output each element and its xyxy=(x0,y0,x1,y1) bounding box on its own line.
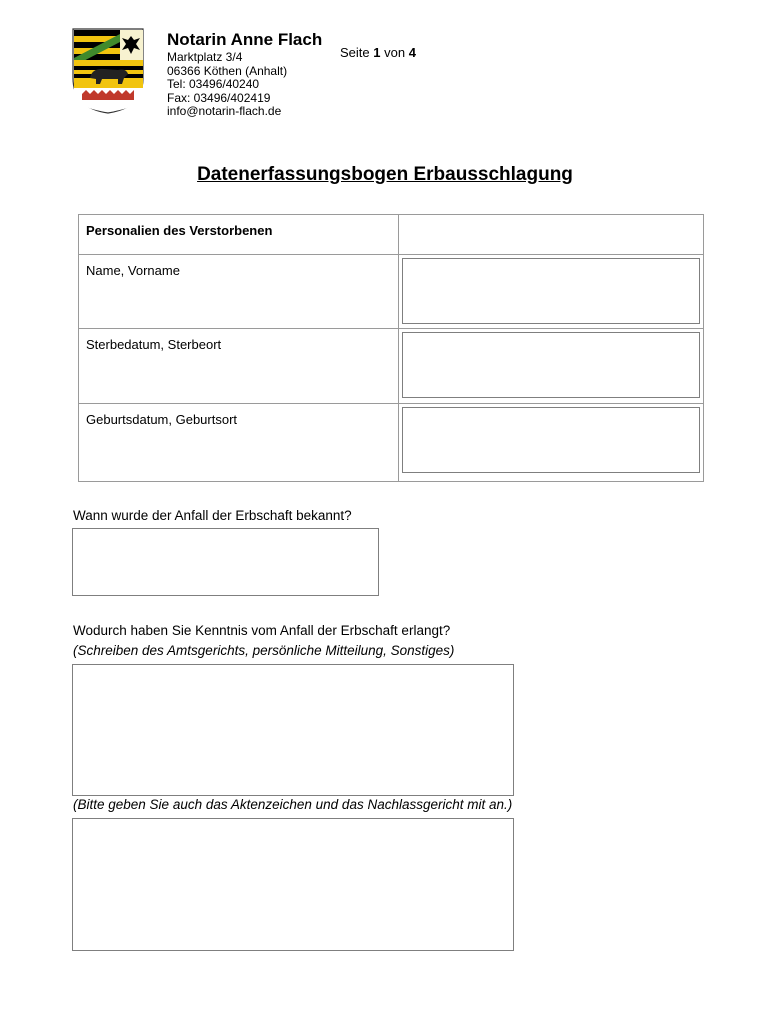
question-2-field[interactable] xyxy=(72,664,514,796)
name-field[interactable] xyxy=(402,258,700,324)
name-label: Name, Vorname xyxy=(79,255,399,329)
birth-field[interactable] xyxy=(402,407,700,473)
personalien-table xyxy=(78,214,704,482)
address-street: Marktplatz 3/4 xyxy=(167,50,243,64)
page-total: 4 xyxy=(408,45,416,60)
heading-empty-cell xyxy=(399,215,704,255)
address-phone: Tel: 03496/40240 xyxy=(167,77,260,92)
page-indicator xyxy=(340,45,416,60)
address-fax: Fax: 03496/402419 xyxy=(167,90,271,105)
death-field[interactable] xyxy=(402,332,700,398)
question-2-hint: (Schreiben des Amtsgerichts, persönliche Mitteilung, Sonstiges) xyxy=(73,643,455,658)
death-label: Sterbedatum, Sterbeort xyxy=(79,329,399,403)
question-3-field[interactable] xyxy=(72,818,514,951)
table-row xyxy=(79,255,704,329)
document-title: Datenerfassungsbogen Erbausschlagung xyxy=(197,164,573,185)
personalien-heading: Personalien des Verstorbenen xyxy=(79,215,399,255)
table-row xyxy=(79,329,704,403)
question-1-label: Wann wurde der Anfall der Erbschaft bekannt? xyxy=(73,508,352,523)
office-name: Notarin Anne Flach xyxy=(167,30,323,49)
question-2-label: Wodurch haben Sie Kenntnis vom Anfall der Erbschaft erlangt? xyxy=(73,623,451,638)
coat-of-arms-logo xyxy=(72,28,144,114)
address-city: 06366 Köthen (Anhalt) xyxy=(167,63,288,78)
question-3-hint: (Bitte geben Sie auch das Aktenzeichen und das Nachlassgericht mit an.) xyxy=(73,797,513,812)
page-current: 1 xyxy=(373,45,381,60)
page-word: Seite xyxy=(340,45,370,60)
birth-label: Geburtsdatum, Geburtsort xyxy=(79,403,399,481)
office-address xyxy=(167,51,287,119)
table-row xyxy=(79,403,704,481)
table-row xyxy=(79,215,704,255)
page-of-word: von xyxy=(384,45,406,60)
address-email: info@notarin-flach.de xyxy=(167,104,282,119)
question-1-field[interactable] xyxy=(72,528,379,596)
